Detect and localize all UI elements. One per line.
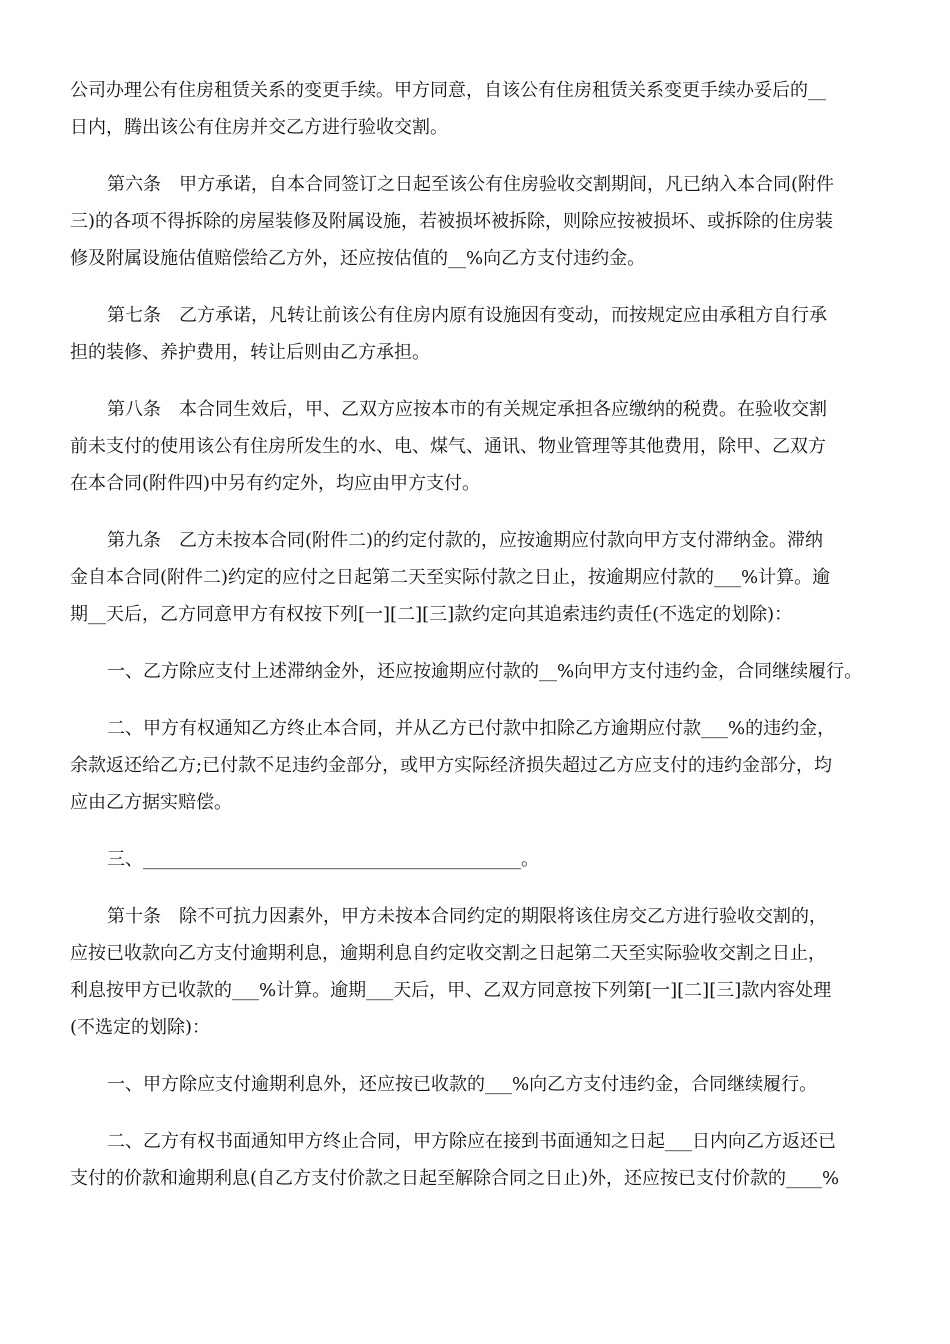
text-line: 前未支付的使用该公有住房所发生的水、电、煤气、通讯、物业管理等其他费用，除甲、乙双方 bbox=[70, 436, 826, 457]
article-10 bbox=[70, 898, 900, 1046]
text-line: 修及附属设施估值赔偿给乙方外，还应按估值的__%向乙方支付违约金。 bbox=[70, 248, 646, 269]
text-line: (不选定的划除)： bbox=[70, 1017, 211, 1038]
text-line: 三)的各项不得拆除的房屋装修及附属设施，若被损坏被拆除，则除应按被损坏、或拆除的住房装 bbox=[70, 211, 834, 232]
article-9-clause-1 bbox=[70, 653, 900, 690]
text-line: 公司办理公有住房租赁关系的变更手续。甲方同意，自该公有住房租赁关系变更手续办妥后的__ bbox=[70, 80, 826, 101]
text-line: 一、乙方除应支付上述滞纳金外，还应按逾期应付款的__%向甲方支付违约金，合同继续履行。 bbox=[107, 661, 863, 682]
text-line: 三、__________________________________________。 bbox=[107, 849, 539, 870]
text-line: 金自本合同(附件二)约定的应付之日起第二天至实际付款之日止，按逾期应付款的___%计算。逾 bbox=[70, 567, 831, 588]
text-line: 第六条 甲方承诺，自本合同签订之日起至该公有住房验收交割期间，凡已纳入本合同(附件 bbox=[107, 174, 835, 195]
article-8 bbox=[70, 391, 900, 502]
text-line: 一、甲方除应支付逾期利息外，还应按已收款的___%向乙方支付违约金，合同继续履行。 bbox=[107, 1074, 818, 1095]
article-9-clause-2 bbox=[70, 710, 900, 821]
text-line: 担的装修、养护费用，转让后则由乙方承担。 bbox=[70, 342, 430, 363]
document-page bbox=[70, 72, 900, 1217]
article-10-clause-1 bbox=[70, 1066, 900, 1103]
article-10-clause-2 bbox=[70, 1123, 900, 1197]
text-line: 第八条 本合同生效后，甲、乙双方应按本市的有关规定承担各应缴纳的税费。在验收交割 bbox=[107, 399, 827, 420]
text-line: 日内，腾出该公有住房并交乙方进行验收交割。 bbox=[70, 117, 448, 138]
article-9 bbox=[70, 522, 900, 633]
text-line: 第七条 乙方承诺，凡转让前该公有住房内原有设施因有变动，而按规定应由承租方自行承 bbox=[107, 305, 827, 326]
text-line: 应由乙方据实赔偿。 bbox=[70, 792, 232, 813]
text-line: 期__天后，乙方同意甲方有权按下列[一][二][三]款约定向其追索违约责任(不选定的划除)： bbox=[70, 604, 793, 625]
text-line: 第十条 除不可抗力因素外，甲方未按本合同约定的期限将该住房交乙方进行验收交割的， bbox=[107, 906, 827, 927]
article-6 bbox=[70, 166, 900, 277]
text-line: 二、乙方有权书面通知甲方终止合同，甲方除应在接到书面通知之日起___日内向乙方返还已 bbox=[107, 1131, 836, 1152]
paragraph-continuation bbox=[70, 72, 900, 146]
text-line: 在本合同(附件四)中另有约定外，均应由甲方支付。 bbox=[70, 473, 481, 494]
text-line: 利息按甲方已收款的___%计算。逾期___天后，甲、乙双方同意按下列第[一][二][三]款内容处理 bbox=[70, 980, 832, 1001]
article-7 bbox=[70, 297, 900, 371]
text-line: 第九条 乙方未按本合同(附件二)的约定付款的，应按逾期应付款向甲方支付滞纳金。滞纳 bbox=[107, 530, 824, 551]
text-line: 应按已收款向乙方支付逾期利息，逾期利息自约定收交割之日起第二天至实际验收交割之日止， bbox=[70, 943, 826, 964]
text-line: 二、甲方有权通知乙方终止本合同，并从乙方已付款中扣除乙方逾期应付款___%的违约金， bbox=[107, 718, 836, 739]
article-9-clause-3 bbox=[70, 841, 900, 878]
text-line: 余款返还给乙方;已付款不足违约金部分，或甲方实际经济损失超过乙方应支付的违约金部分，均 bbox=[70, 755, 833, 776]
text-line: 支付的价款和逾期利息(自乙方支付价款之日起至解除合同之日止)外，还应按已支付价款的____% bbox=[70, 1168, 840, 1189]
